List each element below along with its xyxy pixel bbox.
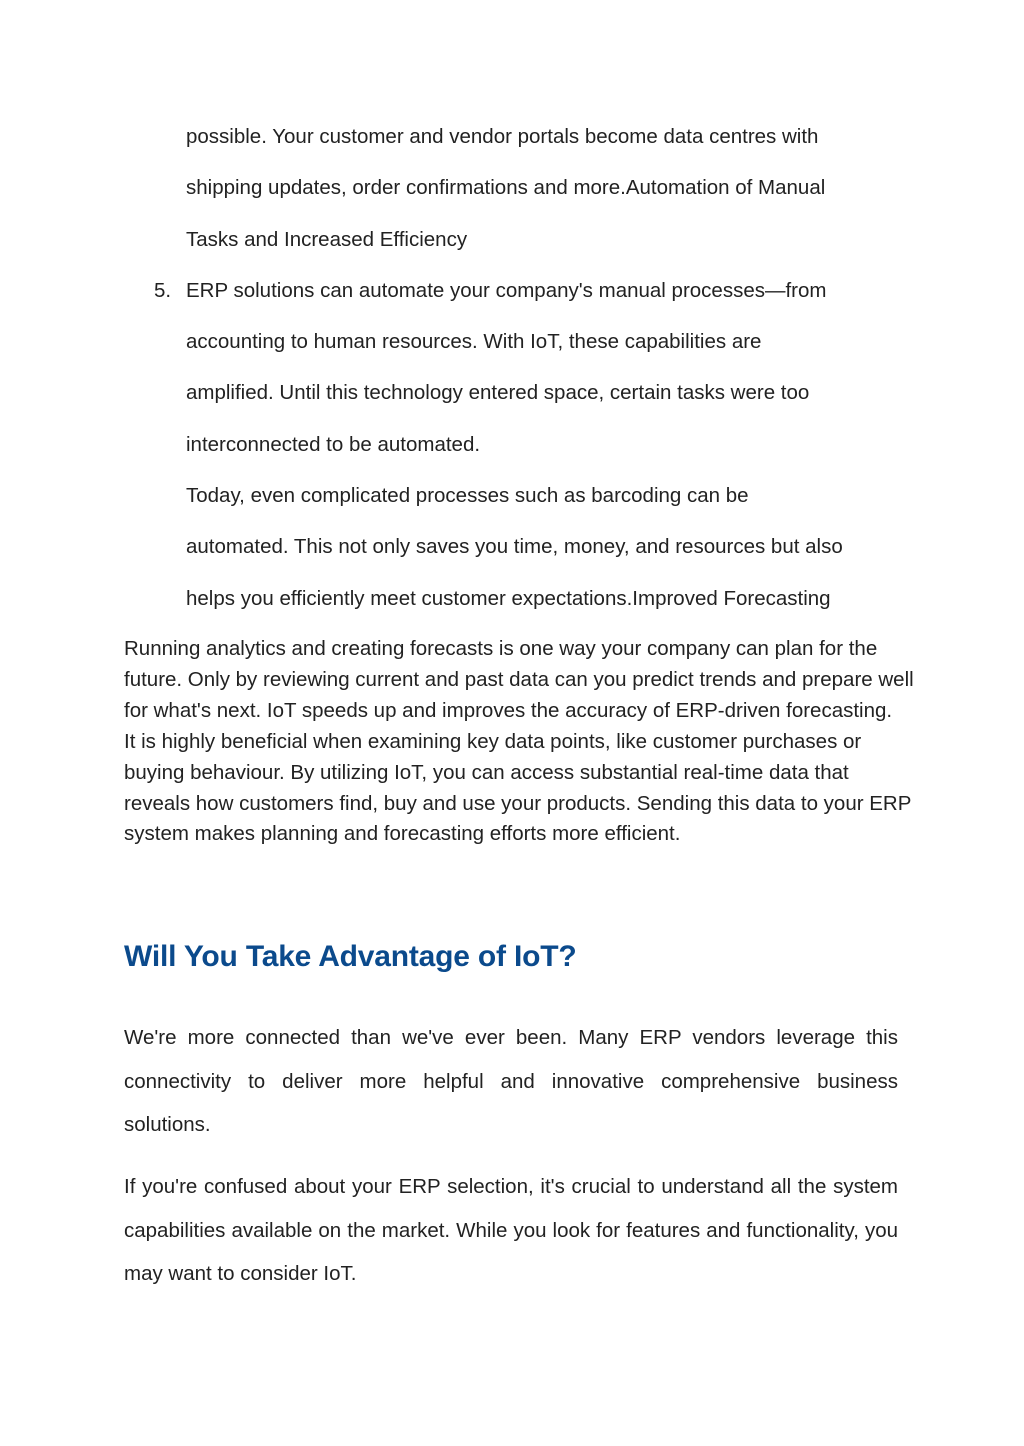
- list-item-5-line: helps you efficiently meet customer expectations.Improved Forecasting: [186, 586, 831, 610]
- section-paragraph: If you're confused about your ERP selection, it's crucial to understand all the system capabilities available on the market. While you look for features and functionality, you may want to consider IoT.: [124, 1175, 898, 1285]
- list-item-5-line: Today, even complicated processes such as barcoding can be: [186, 484, 749, 508]
- list-item-5-line: accounting to human resources. With IoT, these capabilities are: [186, 330, 762, 354]
- list-continuation-line: possible. Your customer and vendor portals become data centres with: [186, 125, 819, 148]
- list-item-5-line: automated. This not only saves you time, money, and resources but also: [186, 535, 843, 559]
- forecasting-paragraph: Running analytics and creating forecasts is one way your company can plan for the future. Only by reviewing current and past data can you predict trends and prepare well for what's next. IoT speeds up and improves the accuracy of ERP-driven forecasting.: [124, 637, 914, 722]
- section-heading: Will You Take Advantage of IoT?: [124, 940, 577, 973]
- numbered-list: [124, 111, 914, 624]
- list-continuation-line: Tasks and Increased Efficiency: [186, 227, 468, 251]
- list-item-number: 5.: [154, 278, 172, 302]
- forecasting-paragraph: It is highly beneficial when examining key data points, like customer purchases or buying behaviour. By utilizing IoT, you can access substantial real-time data that reveals how customers find, buy and use your products. Sending this data to your ERP system makes planning and forecasting efforts more efficient.: [124, 729, 912, 846]
- section-paragraph: We're more connected than we've ever been. Many ERP vendors leverage this connectivity to deliver more helpful and innovative comprehensive business solutions.: [124, 1026, 898, 1136]
- list-item-5-line: amplified. Until this technology entered space, certain tasks were too: [186, 381, 810, 405]
- list-item-5-line: [124, 265, 914, 316]
- forecasting-text: [124, 634, 914, 850]
- list-item-text: ERP solutions can automate your company's manual processes—from: [186, 278, 827, 302]
- list-item-5-line: interconnected to be automated.: [186, 432, 481, 456]
- list-continuation-line: shipping updates, order confirmations and more.Automation of Manual: [186, 176, 826, 200]
